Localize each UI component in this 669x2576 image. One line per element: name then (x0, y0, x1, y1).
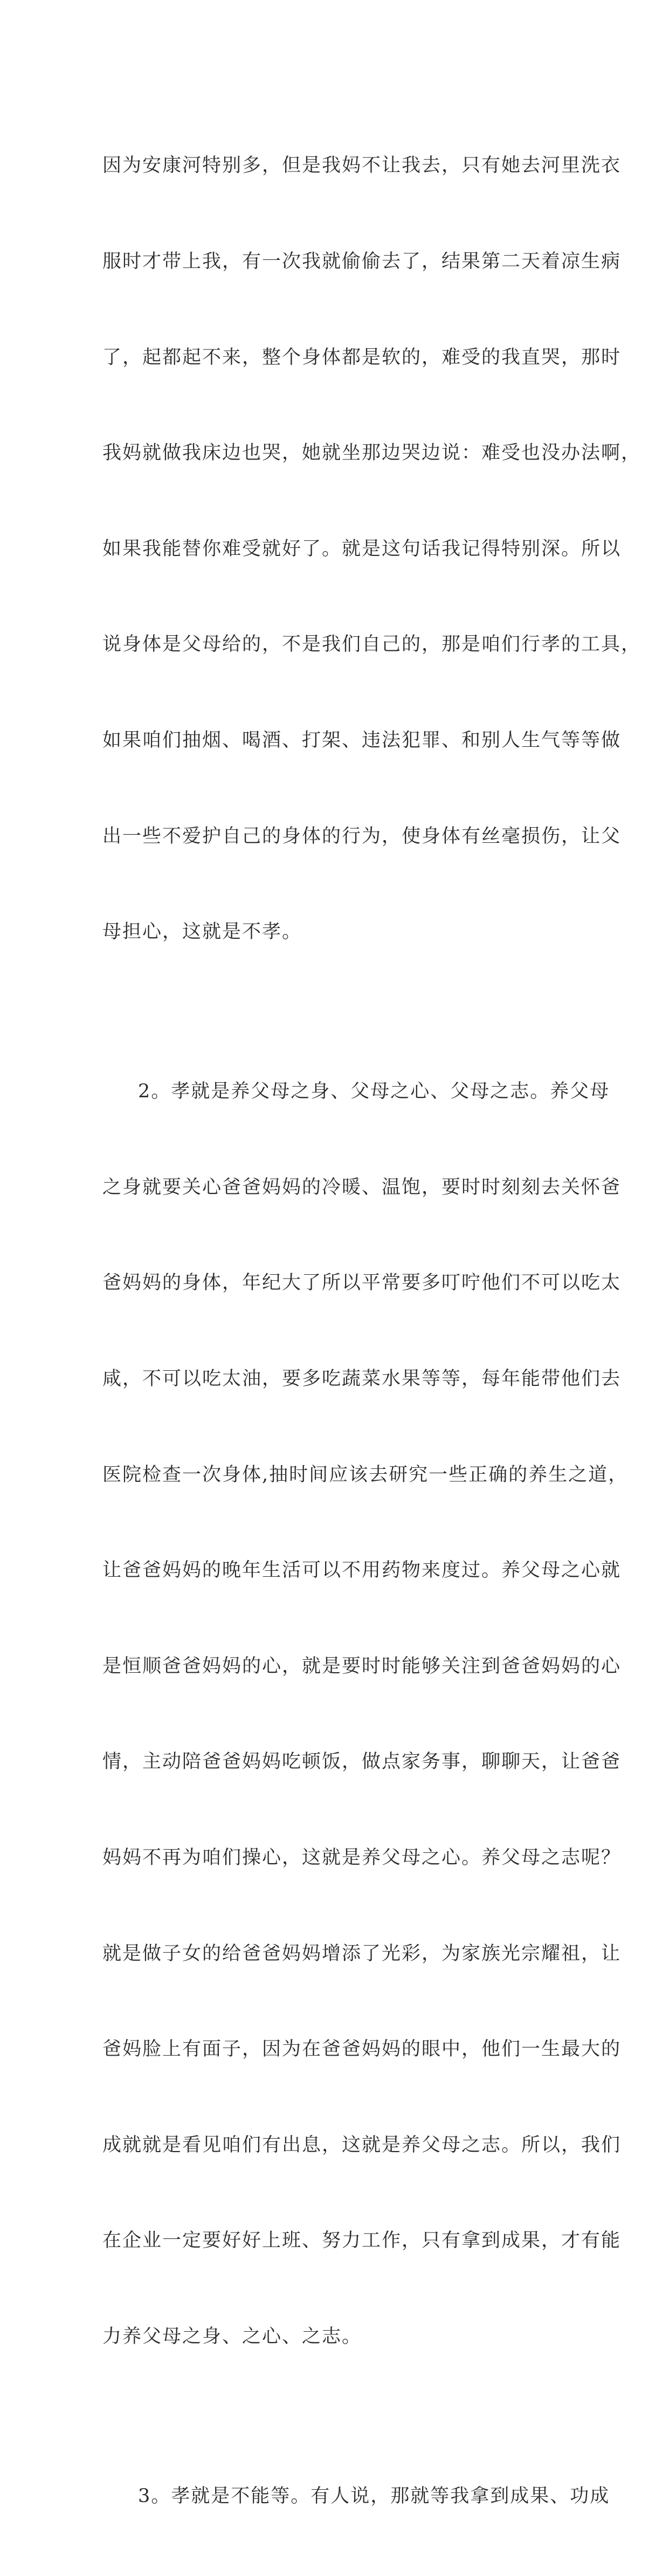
text-line: 让爸爸妈妈的晚年生活可以不用药物来度过。养父母之心就 (102, 1560, 622, 1582)
paragraph-2 (102, 1012, 629, 2417)
text-line: 说身体是父母给的，不是我们自己的，那是咱们行孝的工具， (102, 634, 642, 656)
text-line: 咸，不可以吃太油，要多吃蔬菜水果等等，每年能带他们去 (102, 1368, 622, 1390)
text-line: 2。孝就是养父母之身、父母之心、父母之志。养父母 (138, 1081, 610, 1103)
text-line: 我妈就做我床边也哭，她就坐那边哭边说：难受也没办法啊， (102, 442, 642, 464)
paragraph-3 (102, 2416, 610, 2576)
document-page (102, 86, 642, 2576)
text-line: 情，主动陪爸爸妈妈吃顿饭，做点家务事，聊聊天，让爸爸 (102, 1751, 622, 1773)
text-line: 之身就要关心爸爸妈妈的冷暖、温饱，要时时刻刻去关怀爸 (102, 1176, 622, 1198)
text-line: 医院检查一次身体,抽时间应该去研究一些正确的养生之道， (102, 1464, 629, 1486)
text-line: 母担心，这就是不孝。 (102, 921, 302, 943)
text-line: 3。孝就是不能等。有人说，那就等我拿到成果、功成 (138, 2485, 610, 2507)
text-line: 爸妈脸上有面子，因为在爸爸妈妈的眼中，他们一生最大的 (102, 2038, 622, 2060)
text-line: 是恒顺爸爸妈妈的心，就是要时时能够关注到爸爸妈妈的心 (102, 1655, 622, 1677)
text-line: 因为安康河特别多，但是我妈不让我去，只有她去河里洗衣 (102, 155, 622, 177)
text-line: 在企业一定要好好上班、努力工作，只有拿到成果，才有能 (102, 2230, 622, 2252)
text-line: 力养父母之身、之心、之志。 (102, 2325, 362, 2347)
text-line: 成就就是看见咱们有出息，这就是养父母之志。所以，我们 (102, 2134, 622, 2156)
text-line: 爸妈妈的身体，年纪大了所以平常要多叮咛他们不可以吃太 (102, 1272, 622, 1294)
text-line: 服时才带上我，有一次我就偷偷去了，结果第二天着凉生病 (102, 251, 622, 272)
paragraph-1 (102, 86, 642, 1012)
text-line: 如果咱们抽烟、喝酒、打架、违法犯罪、和别人生气等等做 (102, 729, 622, 751)
text-line: 了，起都起不来，整个身体都是软的，难受的我直哭，那时 (102, 346, 622, 368)
text-line: 如果我能替你难受就好了。就是这句话我记得特别深。所以 (102, 538, 622, 560)
text-line: 妈妈不再为咱们操心，这就是养父母之心。养父母之志呢？ (102, 1846, 622, 1869)
text-line: 就是做子女的给爸爸妈妈增添了光彩，为家族光宗耀祖，让 (102, 1942, 622, 1964)
text-line: 出一些不爱护自己的身体的行为，使身体有丝毫损伤，让父 (102, 825, 622, 847)
